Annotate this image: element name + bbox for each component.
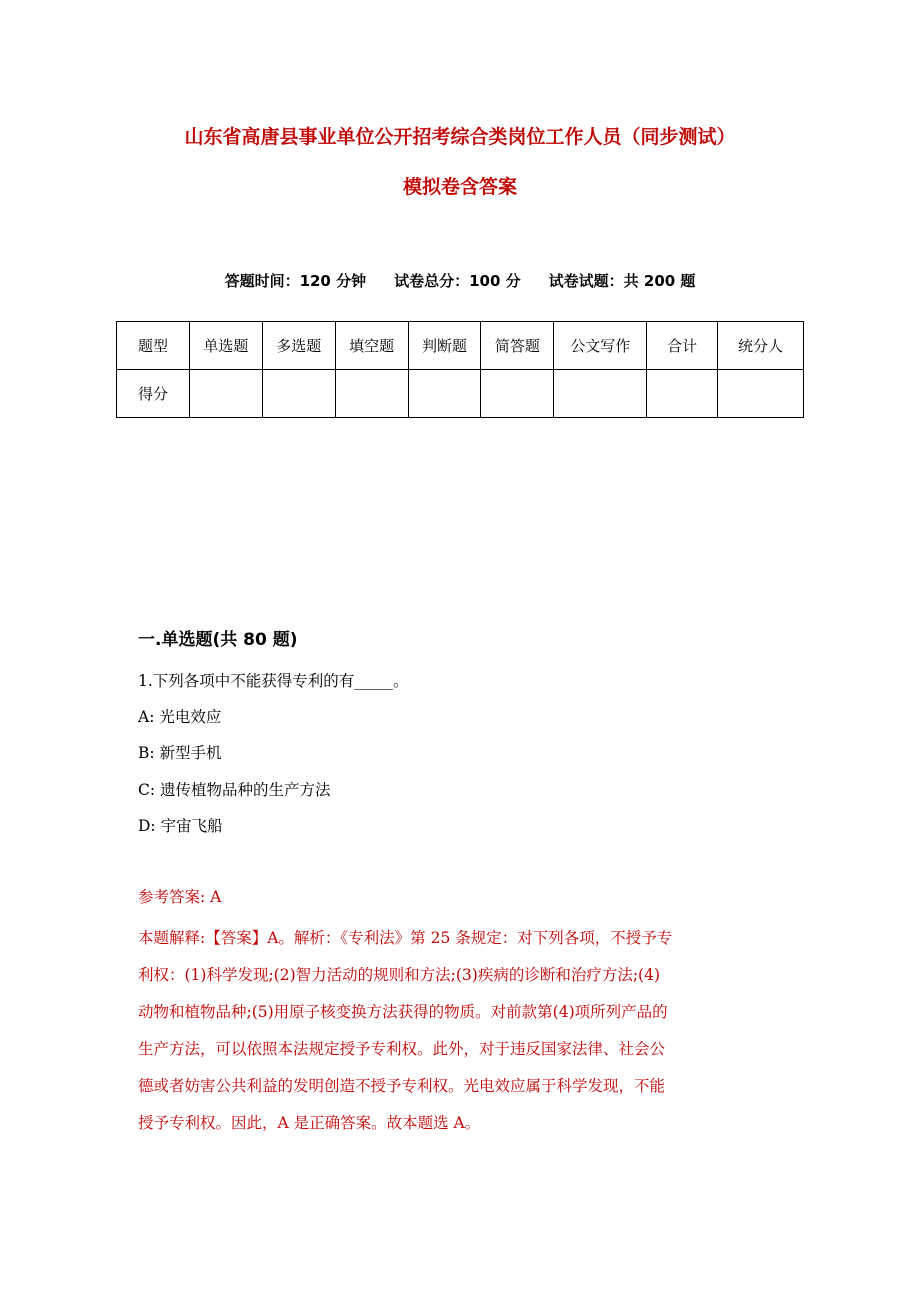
explanation-line: 授予专利权。因此，A 是正确答案。故本题选 A。 (138, 1114, 481, 1132)
score-row-label: 得分 (117, 370, 190, 418)
explanation-line: 生产方法，可以依照本法规定授予专利权。此外，对于违反国家法律、社会公 (138, 1040, 666, 1058)
explanation-line: 本题解释:【答案】A。解析：《专利法》第 25 条规定：对下列各项，不授予专 (138, 929, 673, 947)
document-title-line-1: 山东省高唐县事业单位公开招考综合类岗位工作人员（同步测试） (184, 126, 736, 148)
header-cell-fill-blank: 填空题 (335, 322, 408, 370)
exam-meta (0, 270, 920, 291)
option-c: C: 遗传植物品种的生产方法 (138, 781, 331, 799)
score-cell (335, 370, 408, 418)
option-d: D: 宇宙飞船 (138, 817, 223, 835)
header-cell-total: 合计 (647, 322, 718, 370)
section-title: 一.单选题(共 80 题) (138, 630, 298, 650)
header-cell-short-answer: 简答题 (481, 322, 554, 370)
score-cell (718, 370, 804, 418)
option-b: B: 新型手机 (138, 744, 222, 762)
header-cell-single-choice: 单选题 (189, 322, 262, 370)
exam-total-score: 试卷总分：100 分 (394, 272, 521, 290)
score-cell (554, 370, 647, 418)
score-cell (481, 370, 554, 418)
score-table-header-row (117, 322, 804, 370)
header-cell-document-writing: 公文写作 (554, 322, 647, 370)
option-a: A: 光电效应 (138, 708, 222, 726)
header-cell-true-false: 判断题 (408, 322, 481, 370)
explanation-line: 德或者妨害公共利益的发明创造不授予专利权。光电效应属于科学发现，不能 (138, 1077, 666, 1095)
exam-question-count: 试卷试题：共 200 题 (548, 272, 696, 290)
explanation-line: 动物和植物品种;(5)用原子核变换方法获得的物质。对前款第(4)项所列产品的 (138, 1003, 668, 1021)
score-cell (647, 370, 718, 418)
explanation (138, 920, 788, 1142)
header-cell-type: 题型 (117, 322, 190, 370)
question-stem: 1.下列各项中不能获得专利的有_____。 (138, 672, 409, 690)
score-cell (408, 370, 481, 418)
header-cell-scorer: 统分人 (718, 322, 804, 370)
score-cell (189, 370, 262, 418)
score-table (116, 321, 804, 418)
reference-answer: 参考答案: A (138, 888, 222, 906)
explanation-line: 利权：(1)科学发现;(2)智力活动的规则和方法;(3)疾病的诊断和治疗方法;(4) (138, 966, 660, 984)
document-title-line-2: 模拟卷含答案 (402, 176, 517, 198)
exam-time: 答题时间：120 分钟 (224, 272, 367, 290)
header-cell-multiple-choice: 多选题 (262, 322, 335, 370)
score-table-score-row (117, 370, 804, 418)
score-cell (262, 370, 335, 418)
